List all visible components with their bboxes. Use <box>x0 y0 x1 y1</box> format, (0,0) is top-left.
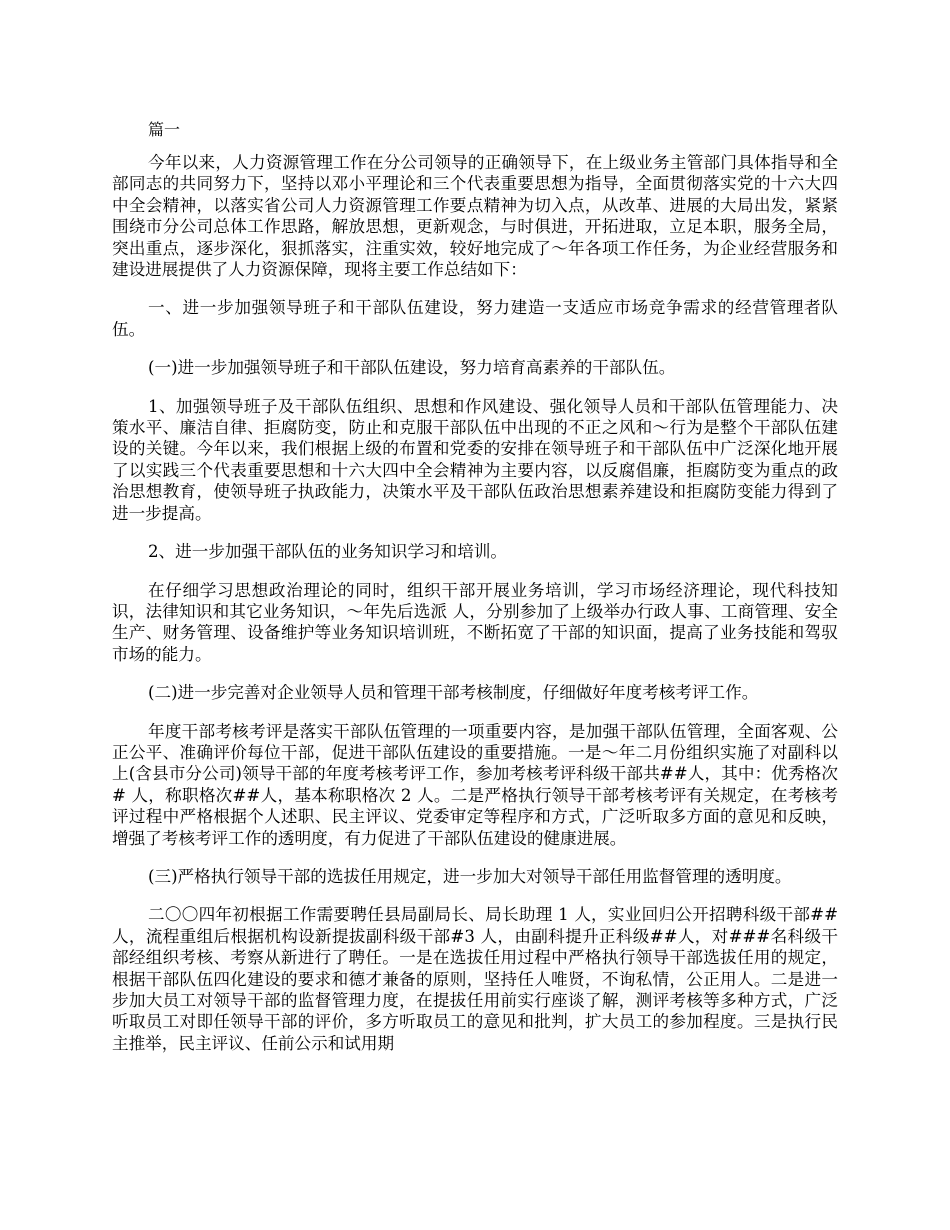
paragraph-intro: 今年以来，人力资源管理工作在分公司领导的正确领导下，在上级业务主管部门具体指导和全部同志的共同努力下，坚持以邓小平理论和三个代表重要思想为指导，全面贯彻落实党的十六大四中全会精神，以落实省公司人力资源管理工作要点精神为切入点，从改革、进展的大局出发，紧紧围绕市分公司总体工作思路，解放思想，更新观念，与时俱进，开拓进取，立足本职，服务全局，突出重点，逐步深化，狠抓落实，注重实效，较好地完成了～年各项工作任务，为企业经营服务和建设进展提供了人力资源保障，现将主要工作总结如下： <box>112 153 838 280</box>
paragraph-heading-1: 一、进一步加强领导班子和干部队伍建设，努力建造一支适应市场竞争需求的经营管理者队伍。 <box>112 298 838 339</box>
paragraph-item-2: 2、进一步加强干部队伍的业务知识学习和培训。 <box>148 542 508 562</box>
paragraph-item-1: 1、加强领导班子及干部队伍组织、思想和作风建设、强化领导人员和干部队伍管理能力、决策水平、廉洁自律、拒腐防变，防止和克服干部队伍中出现的不正之风和～行为是整个干部队伍建设的关键。今年以来，我们根据上级的布置和党委的安排在领导班子和干部队伍中广泛深化地开展了以实践三个代表重要思想和十六大四中全会精神为主要内容，以反腐倡廉，拒腐防变为重点的政治思想教育，使领导班子执政能力，决策水平及干部队伍政治思想素养建设和拒腐防变能力得到了进一步提高。 <box>112 396 838 523</box>
paragraph-subheading-3: (三)严格执行领导干部的选拔任用规定，进一步加大对领导干部任用监督管理的透明度。 <box>148 866 792 886</box>
document-page <box>112 120 838 1071</box>
paragraph-training: 在仔细学习思想政治理论的同时，组织干部开展业务培训，学习市场经济理论，现代科技知识，法律知识和其它业务知识，～年先后选派 人，分别参加了上级举办行政人事、工商管理、安全生产、财务管理、设备维护等业务知识培训班，不断拓宽了干部的知识面，提高了业务技能和驾驭市场的能力。 <box>112 580 838 664</box>
paragraph-subheading-2: (二)进一步完善对企业领导人员和管理干部考核制度，仔细做好年度考核考评工作。 <box>148 683 759 703</box>
paragraph-subheading-1: (一)进一步加强领导班子和干部队伍建设，努力培育高素养的干部队伍。 <box>148 358 676 378</box>
paragraph-assessment: 年度干部考核考评是落实干部队伍管理的一项重要内容，是加强干部队伍管理，全面客观、公正公平、准确评价每位干部，促进干部队伍建设的重要措施。一是～年二月份组织实施了对副科以上(含县市分公司)领导干部的年度考核考评工作，参加考核考评科级干部共##人，其中：优秀格次# 人，称职格次##人，基本称职格次 2 人。二是严格执行领导干部考核考评有关规定，在考核考评过程中严格根据个人述职、民主评议、党委审定等程序和方式，广泛听取多方面的意见和反映，增强了考核考评工作的透明度，有力促进了干部队伍建设的健康进展。 <box>112 721 838 848</box>
paragraph-selection: 二〇〇四年初根据工作需要聘任县局副局长、局长助理 1 人，实业回归公开招聘科级干部##人，流程重组后根据机构设新提拔副科级干部#3 人，由副科提升正科级##人，对###名科级干部经组织考核、考察从新进行了聘任。一是在选拔任用过程中严格执行领导干部选拔任用的规定，根据干部队伍四化建设的要求和德才兼备的原则，坚持任人唯贤，不询私情，公正用人。二是进一步加大员工对领导干部的监督管理力度，在提拔任用前实行座谈了解，测评考核等多种方式，广泛听取员工对即任领导干部的评价，多方听取员工的意见和批判，扩大员工的参加程度。三是执行民主推举，民主评议、任前公示和试用期 <box>112 905 838 1053</box>
section-title: 篇一 <box>148 120 181 139</box>
